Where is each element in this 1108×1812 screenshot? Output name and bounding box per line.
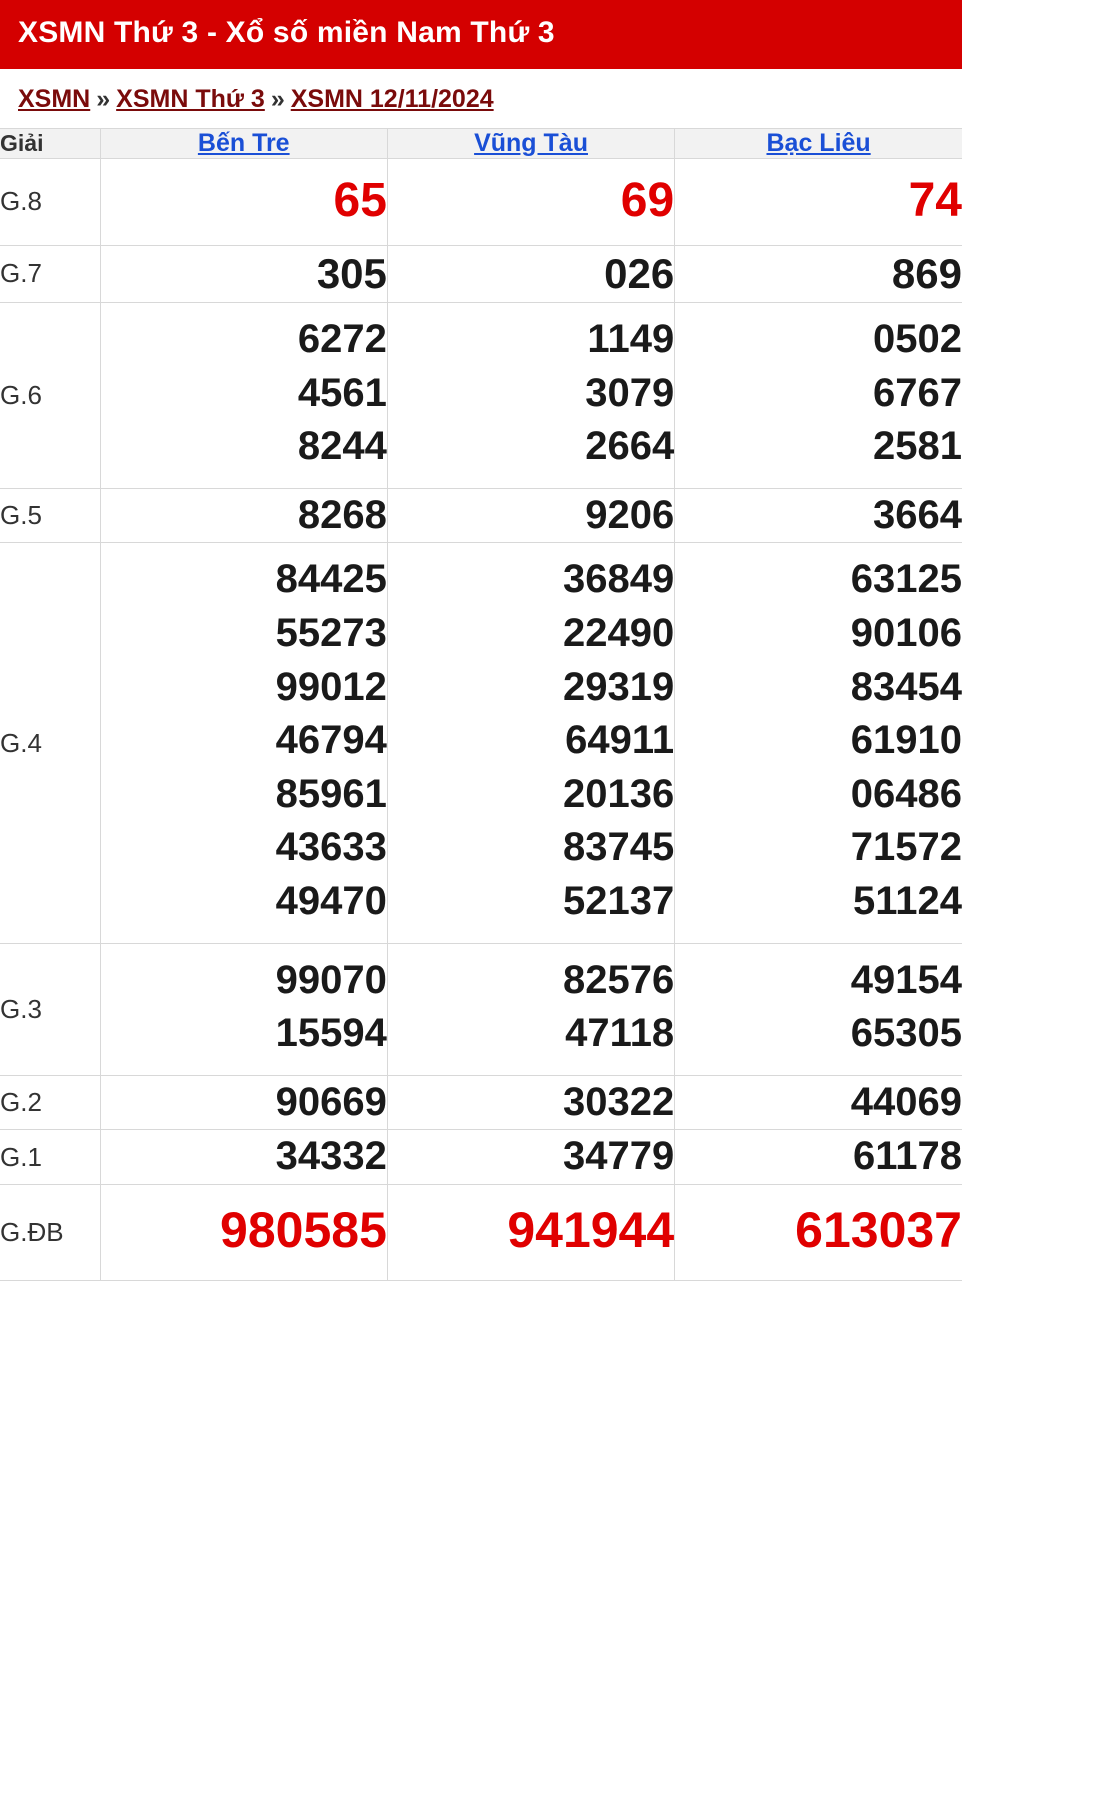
results-table: [0, 128, 962, 1281]
table-row: [0, 245, 962, 302]
prize-numbers-cell: [675, 303, 962, 489]
prize-numbers-cell: [675, 488, 962, 543]
prize-numbers-cell: [100, 488, 387, 543]
table-row: [0, 158, 962, 245]
province-link-3[interactable]: Bạc Liêu: [766, 128, 871, 157]
prize-numbers-cell: [387, 158, 674, 245]
prize-label: G.5: [0, 488, 100, 543]
prize-numbers-cell: [387, 543, 674, 943]
prize-label: G.6: [0, 303, 100, 489]
lottery-number: 65: [333, 173, 387, 227]
prize-label: G.ĐB: [0, 1184, 100, 1280]
lottery-number: 4561: [297, 370, 387, 415]
prize-numbers-cell: [387, 245, 674, 302]
prize-label: G.1: [0, 1130, 100, 1185]
prize-numbers-cell: [675, 1130, 962, 1185]
breadcrumb-link-1[interactable]: XSMN: [18, 84, 91, 113]
table-row: [0, 1184, 962, 1280]
lottery-number: 29319: [562, 664, 675, 709]
lottery-number: 36849: [562, 557, 675, 602]
results-table-head: [0, 128, 962, 158]
lottery-number: 65305: [850, 1011, 962, 1056]
breadcrumb-link-2[interactable]: XSMN Thứ 3: [116, 84, 265, 113]
lottery-number: 06486: [850, 771, 962, 816]
results-table-body: [0, 158, 962, 1280]
lottery-number: 2581: [873, 424, 962, 469]
lottery-number: 43633: [275, 825, 387, 870]
table-row: [0, 943, 962, 1075]
table-row: [0, 543, 962, 943]
table-header-row: [0, 128, 962, 158]
lottery-number: 22490: [562, 611, 675, 656]
prize-label: G.3: [0, 943, 100, 1075]
prize-numbers-cell: [100, 543, 387, 943]
prize-label: G.8: [0, 158, 100, 245]
prize-numbers-cell: [100, 158, 387, 245]
prize-label: G.7: [0, 245, 100, 302]
prize-numbers-cell: [100, 1184, 387, 1280]
lottery-number: 44069: [850, 1079, 962, 1124]
prize-numbers-cell: [675, 943, 962, 1075]
table-row: [0, 1075, 962, 1130]
lottery-number: 47118: [565, 1011, 675, 1056]
lottery-number: 63125: [850, 557, 962, 602]
prize-numbers-cell: [387, 303, 674, 489]
lottery-number: 941944: [507, 1201, 675, 1258]
lottery-number: 1149: [587, 317, 675, 362]
lottery-number: 2664: [585, 424, 675, 469]
prize-numbers-cell: [675, 543, 962, 943]
lottery-number: 90106: [850, 611, 962, 656]
lottery-number: 9206: [585, 492, 675, 537]
lottery-number: 15594: [275, 1011, 387, 1056]
lottery-number: 52137: [562, 879, 675, 924]
lottery-number: 869: [891, 249, 962, 297]
lottery-number: 613037: [795, 1201, 962, 1258]
province-link-1[interactable]: Bến Tre: [197, 128, 290, 157]
lottery-number: 71572: [850, 825, 962, 870]
lottery-number: 20136: [562, 771, 675, 816]
lottery-number: 8268: [297, 492, 387, 537]
column-header-province-1[interactable]: [100, 128, 387, 158]
lottery-number: 3079: [585, 370, 675, 415]
lottery-number: 980585: [220, 1201, 387, 1258]
breadcrumb-separator-1: »: [96, 84, 111, 113]
prize-numbers-cell: [100, 303, 387, 489]
lottery-number: 84425: [275, 557, 387, 602]
lottery-number: 61910: [850, 718, 962, 763]
table-row: [0, 303, 962, 489]
prize-numbers-cell: [100, 1130, 387, 1185]
lottery-number: 6767: [873, 370, 962, 415]
lottery-number: 83454: [850, 664, 962, 709]
lottery-number: 6272: [297, 317, 387, 362]
lottery-number: 74: [908, 173, 962, 227]
prize-numbers-cell: [675, 1075, 962, 1130]
column-header-prize: Giải: [0, 128, 100, 158]
prize-numbers-cell: [387, 1130, 674, 1185]
table-row: [0, 1130, 962, 1185]
prize-numbers-cell: [100, 245, 387, 302]
lottery-number: 61178: [852, 1134, 962, 1179]
lottery-number: 64911: [565, 718, 675, 763]
lottery-number: 3664: [873, 492, 962, 537]
lottery-number: 34779: [562, 1134, 675, 1179]
lottery-number: 46794: [275, 718, 387, 763]
lottery-number: 69: [620, 173, 675, 227]
lottery-number: 305: [316, 249, 387, 297]
lottery-number: 51124: [852, 879, 962, 924]
lottery-number: 55273: [275, 611, 387, 656]
lottery-number: 8244: [297, 424, 387, 469]
prize-numbers-cell: [675, 245, 962, 302]
lottery-number: 30322: [562, 1079, 675, 1124]
lottery-number: 99012: [275, 664, 387, 709]
lottery-number: 82576: [562, 957, 675, 1002]
lottery-number: 90669: [275, 1079, 387, 1124]
prize-numbers-cell: [675, 1184, 962, 1280]
lottery-number: 34332: [275, 1134, 387, 1179]
lottery-number: 85961: [275, 771, 387, 816]
breadcrumb-separator-2: »: [270, 84, 285, 113]
lottery-number: 83745: [562, 825, 675, 870]
lottery-number: 49470: [275, 879, 387, 924]
prize-label: G.4: [0, 543, 100, 943]
prize-numbers-cell: [387, 1075, 674, 1130]
column-header-province-2[interactable]: [387, 128, 674, 158]
lottery-number: 0502: [873, 317, 962, 362]
lottery-number: 99070: [275, 957, 387, 1002]
prize-numbers-cell: [675, 158, 962, 245]
page-title: XSMN Thứ 3 - Xổ số miền Nam Thứ 3: [0, 0, 962, 69]
prize-label: G.2: [0, 1075, 100, 1130]
table-row: [0, 488, 962, 543]
prize-numbers-cell: [387, 488, 674, 543]
province-link-2[interactable]: Vũng Tàu: [474, 128, 588, 157]
column-header-province-3[interactable]: [675, 128, 962, 158]
breadcrumb: [0, 69, 962, 128]
breadcrumb-link-3[interactable]: XSMN 12/11/2024: [290, 84, 494, 113]
prize-numbers-cell: [100, 1075, 387, 1130]
prize-numbers-cell: [100, 943, 387, 1075]
lottery-number: 49154: [850, 957, 962, 1002]
lottery-number: 026: [604, 249, 675, 297]
prize-numbers-cell: [387, 1184, 674, 1280]
prize-numbers-cell: [387, 943, 674, 1075]
